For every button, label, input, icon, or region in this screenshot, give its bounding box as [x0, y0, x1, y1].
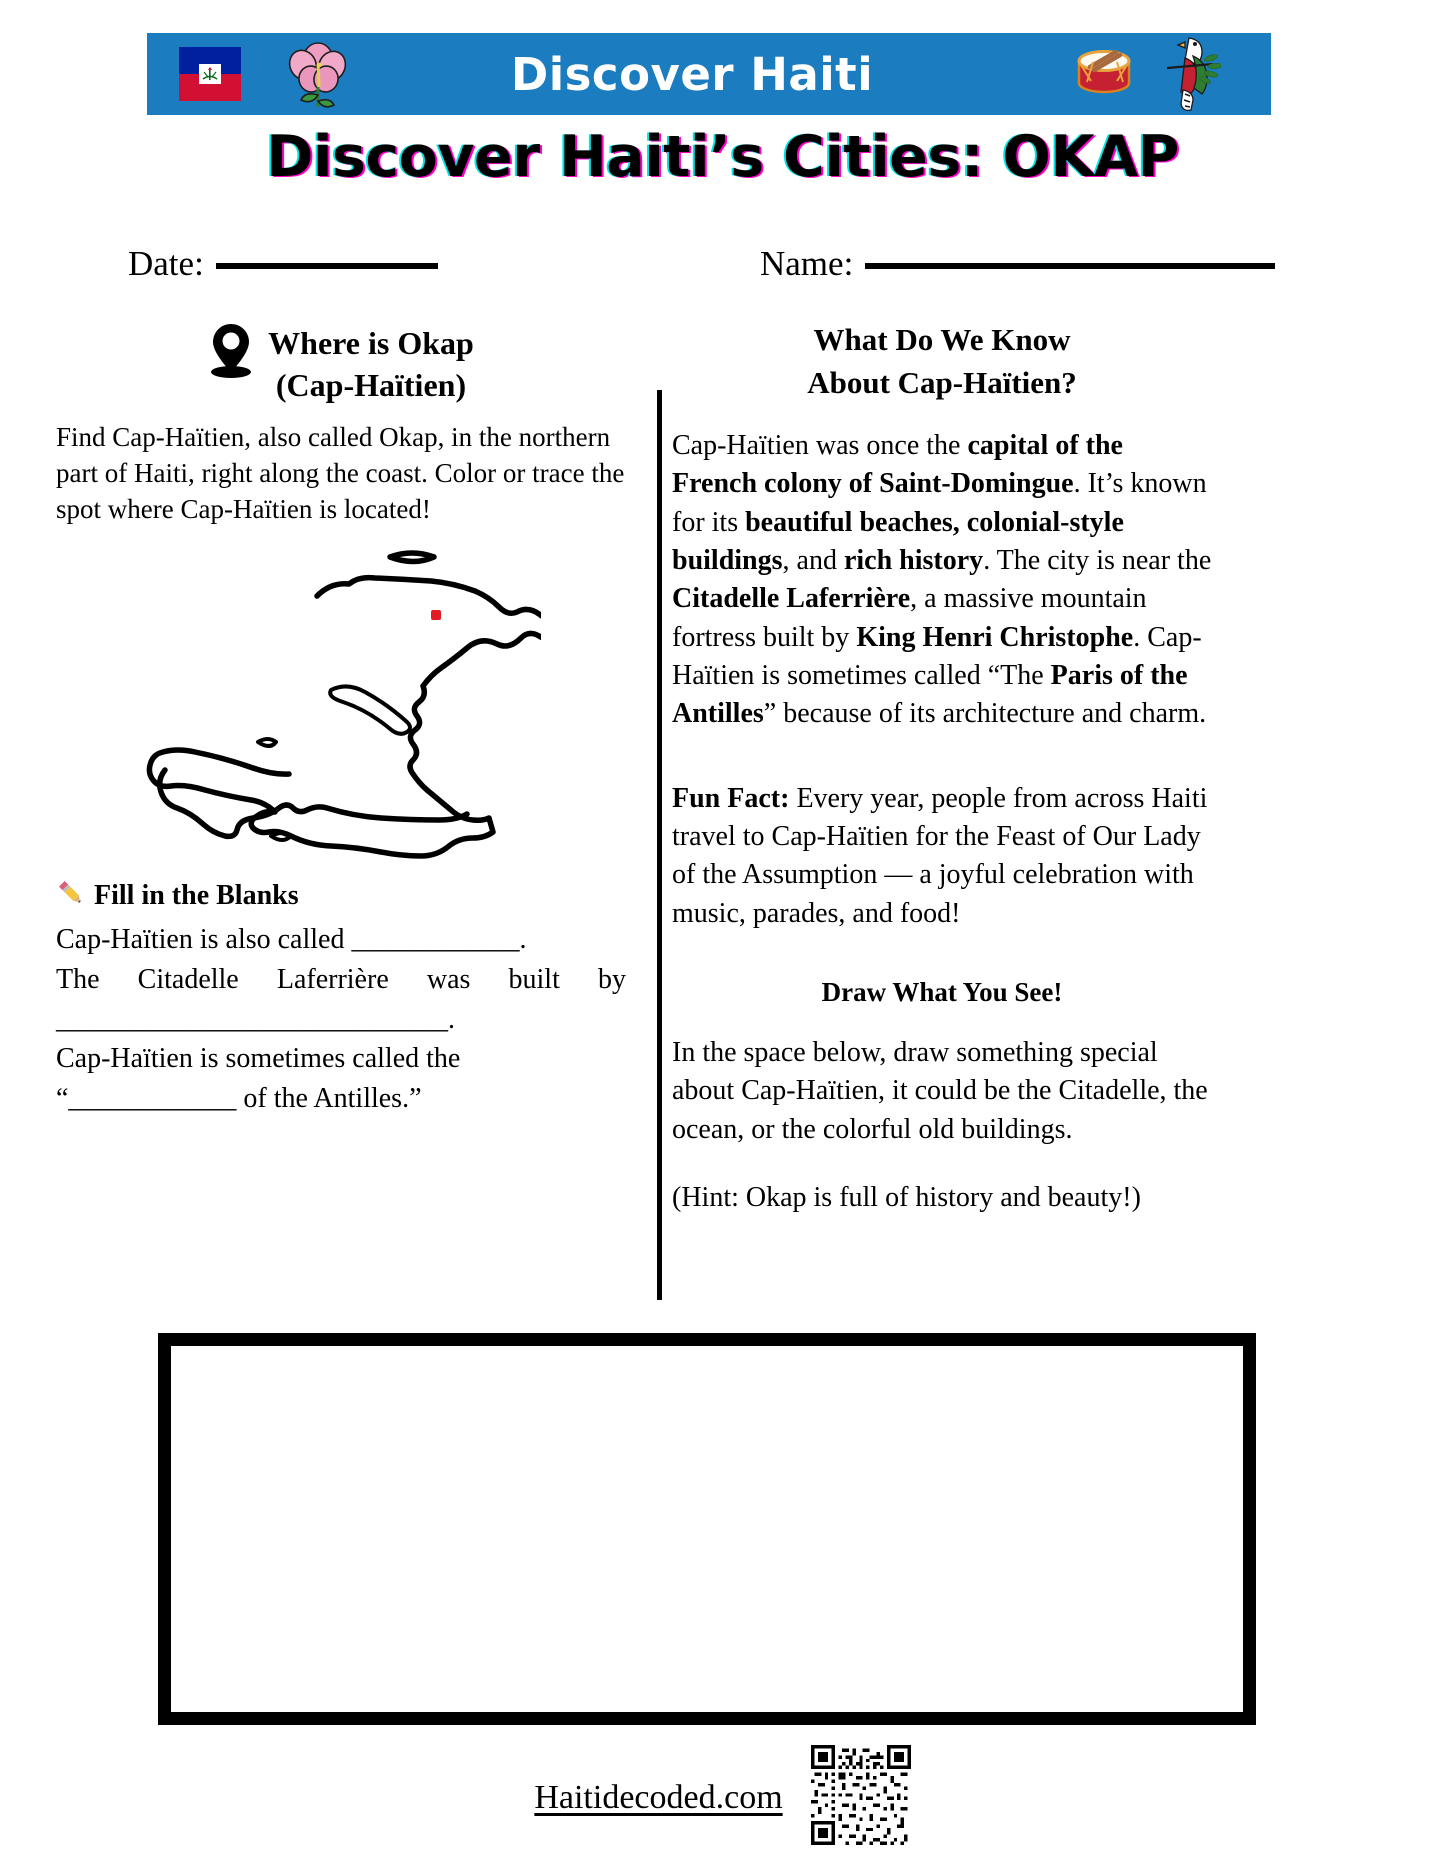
- qr-code-icon[interactable]: [811, 1745, 911, 1850]
- name-label: Name:: [760, 244, 854, 283]
- about-paragraph-part-0: Cap-Haïtien was once the: [672, 429, 968, 461]
- date-write-line[interactable]: [216, 263, 438, 269]
- fun-fact-paragraph: [672, 780, 1212, 933]
- pencil-icon: [56, 878, 86, 914]
- what-do-we-know-heading: [672, 318, 1212, 405]
- page-title: Discover Haiti’s Cities: OKAP: [266, 124, 1179, 190]
- map-pin-icon: [208, 322, 254, 390]
- header-banner: [147, 33, 1271, 115]
- about-paragraph-part-12: ” because of its architecture and charm.: [763, 698, 1207, 730]
- fill-in-blanks-heading-text: Fill in the Blanks: [94, 880, 299, 912]
- haiti-flag-icon: [179, 47, 241, 101]
- student-fields-row: [0, 244, 1445, 290]
- right-column: [672, 318, 1212, 1224]
- column-divider: [657, 390, 662, 1300]
- left-column: [56, 320, 626, 1119]
- drum-icon: [1073, 41, 1135, 108]
- about-paragraph-part-1: capital of the French colony of Saint-Domingue: [672, 429, 1123, 500]
- about-paragraph-part-6: . The city is near the: [983, 544, 1212, 576]
- what-do-we-know-heading-line2: About Cap-Haïtien?: [807, 365, 1077, 401]
- haiti-outline-map: [141, 534, 541, 864]
- banner-title: Discover Haiti: [510, 47, 874, 101]
- page-footer: [0, 1745, 1445, 1850]
- where-is-okap-heading-line1: Where is Okap: [268, 325, 474, 361]
- cap-haitien-marker: [431, 610, 441, 620]
- about-paragraph-part-7: Citadelle Laferrière: [672, 583, 911, 615]
- about-paragraph-part-10: . Cap-Haïtien is sometimes called “The: [672, 621, 1202, 691]
- banner-right-icon-group: [1073, 32, 1221, 117]
- fun-fact-label: Fun Fact:: [672, 782, 790, 814]
- haiti-map-container[interactable]: [56, 534, 626, 864]
- fill-in-line-2[interactable]: The Citadelle Laferrière was built by ____________________________.: [56, 963, 626, 1035]
- about-paragraph-part-9: King Henri Christophe: [856, 621, 1134, 653]
- about-paragraph-part-2: . It’s known for its: [672, 468, 1207, 538]
- where-is-okap-heading-line2: (Cap-Haïtien): [275, 367, 467, 404]
- date-label: Date:: [128, 244, 204, 283]
- about-paragraph-part-5: rich history: [843, 544, 984, 576]
- date-field[interactable]: [128, 244, 438, 284]
- trogon-bird-icon: [1149, 32, 1221, 117]
- draw-instructions: In the space below, draw something special about Cap-Haïtien, it could be the Citadelle, the ocean, or the colorful old buildings.: [672, 1037, 1208, 1145]
- where-is-okap-heading: [56, 320, 626, 406]
- drawing-area[interactable]: [158, 1333, 1256, 1725]
- fill-in-blanks-heading: [56, 878, 626, 914]
- about-paragraph-part-8: , a massive mountain fortress built by: [672, 583, 1147, 653]
- about-paragraph: [672, 427, 1212, 734]
- about-paragraph-part-11: Paris of the Antilles: [672, 659, 1188, 730]
- name-write-line[interactable]: [865, 263, 1275, 269]
- draw-hint: (Hint: Okap is full of history and beauty!): [672, 1182, 1141, 1214]
- what-do-we-know-heading-line1: What Do We Know: [813, 322, 1071, 357]
- name-field[interactable]: [760, 244, 1275, 284]
- about-paragraph-part-4: , and: [782, 544, 844, 576]
- fill-in-blanks-body[interactable]: [56, 920, 626, 1119]
- fill-in-line-1[interactable]: Cap-Haïtien is also called ____________.: [56, 924, 527, 956]
- draw-what-you-see-heading: Draw What You See!: [821, 977, 1063, 1008]
- fill-in-line-3[interactable]: Cap-Haïtien is sometimes called the “____________ of the Antilles.”: [56, 1043, 461, 1115]
- website-link[interactable]: Haitidecoded.com: [534, 1778, 783, 1816]
- about-paragraph-part-3: beautiful beaches, colonial-style buildings: [672, 506, 1124, 576]
- fun-fact-text: Every year, people from across Haiti travel to Cap-Haïtien for the Feast of Our Lady of the Assumption — a joyful celebration with music, parades, and food!: [672, 782, 1208, 929]
- left-intro-paragraph: Find Cap-Haïtien, also called Okap, in the northern part of Haiti, right along the coast. Color or trace the spot where Cap-Haïtien is located!: [56, 422, 625, 525]
